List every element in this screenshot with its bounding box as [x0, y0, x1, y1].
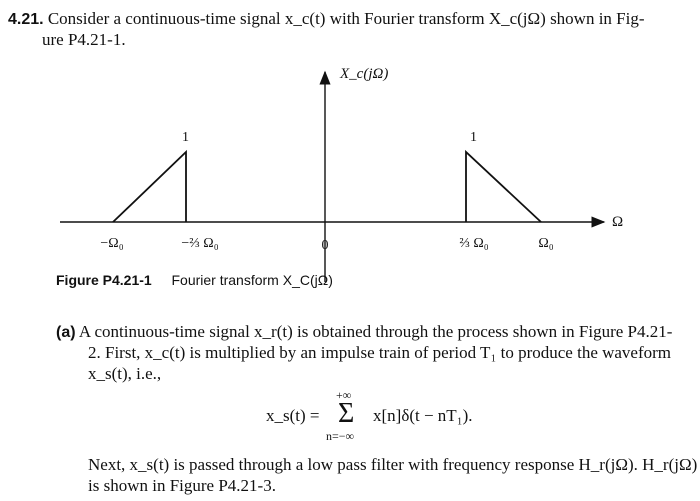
equation-upper-limit: +∞ [336, 388, 352, 402]
problem-number: 4.21. [8, 11, 44, 28]
equation-lower-limit: n=−∞ [326, 429, 355, 443]
figure-caption-text: Fourier transform X_C(jΩ) [171, 272, 333, 288]
tick-neg-two-thirds: −⅔ Ω₀ [181, 236, 219, 251]
part-a-line-1 [56, 321, 672, 343]
peak-left-label: 1 [182, 130, 189, 145]
equation-sigma: Σ [338, 398, 355, 429]
part-a-line-1-text: A continuous-time signal x_r(t) is obtained through the process shown in Figure P4.21- [78, 322, 673, 341]
part-a-label: (a) [56, 324, 76, 341]
part-a-line-2: 2. First, x_c(t) is multiplied by an impulse train of period T₁ to produce the waveform [88, 343, 672, 362]
tick-pos-omega0: Ω₀ [538, 236, 554, 251]
equation-lhs: x_s(t) = [266, 406, 320, 425]
tick-pos-two-thirds: ⅔ Ω₀ [459, 236, 489, 251]
intro-line-1: Consider a continuous-time signal x_c(t) with Fourier transform X_c(jΩ) shown in Fig- [47, 9, 645, 28]
figure-caption-label: Figure P4.21-1 [56, 272, 152, 288]
peak-right-label: 1 [470, 130, 477, 145]
tick-zero: 0 [321, 238, 329, 253]
tick-neg-omega0: −Ω₀ [100, 236, 124, 251]
left-triangle [113, 152, 186, 222]
x-axis-label: Ω [612, 214, 624, 230]
y-axis-label: X_c(jΩ) [340, 66, 389, 82]
next-line-2: is shown in Figure P4.21-3. [88, 476, 276, 495]
next-line-1: Next, x_s(t) is passed through a low pass filter with frequency response H_r(jΩ). H_r(jΩ) [88, 455, 698, 474]
intro-line-2: ure P4.21-1. [42, 30, 126, 49]
right-triangle [466, 152, 541, 222]
part-a-line-3: x_s(t), i.e., [88, 364, 162, 383]
figure-caption [56, 272, 333, 288]
equation-rhs: x[n]δ(t − nT₁). [373, 406, 473, 425]
